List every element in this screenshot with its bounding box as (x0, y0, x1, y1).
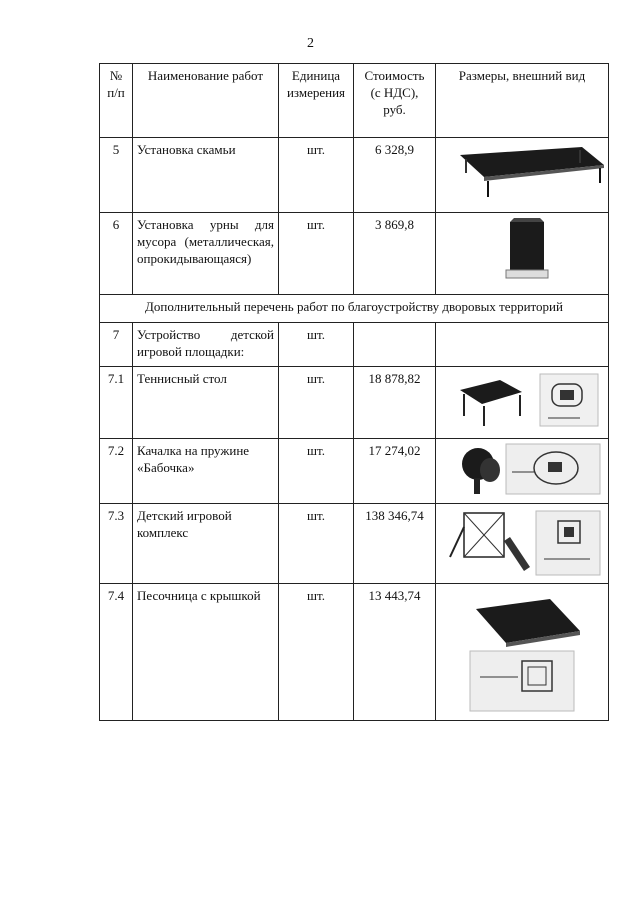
row-cost: 13 443,74 (354, 584, 436, 721)
table-row (100, 138, 609, 213)
row-name: Установка скамьи (133, 138, 279, 213)
table-header-row (100, 64, 609, 138)
table-row (100, 323, 609, 367)
row-cost: 6 328,9 (354, 138, 436, 213)
row-num: 6 (100, 213, 133, 295)
row-cost: 18 878,82 (354, 367, 436, 439)
spring-rocker-image (436, 439, 609, 504)
table-row (100, 439, 609, 504)
row-name: Песочница с крышкой (133, 584, 279, 721)
row-name: Установка урны для мусора (металлическая, опрокидывающаяся) (133, 213, 279, 295)
row-num: 5 (100, 138, 133, 213)
header-num: № п/п (100, 64, 133, 138)
section-row (100, 295, 609, 323)
header-unit: Единица измерения (279, 64, 354, 138)
row-name: Теннисный стол (133, 367, 279, 439)
header-name: Наименование работ (133, 64, 279, 138)
row-unit: шт. (279, 367, 354, 439)
row-unit: шт. (279, 138, 354, 213)
table-row (100, 504, 609, 584)
row-unit: шт. (279, 323, 354, 367)
bench-image (436, 138, 609, 213)
works-table (99, 63, 609, 721)
row-unit: шт. (279, 439, 354, 504)
header-view: Размеры, внешний вид (436, 64, 609, 138)
table-row (100, 367, 609, 439)
play-complex-image (436, 504, 609, 584)
table-row (100, 584, 609, 721)
header-cost: Стоимость (с НДС), руб. (354, 64, 436, 138)
row-unit: шт. (279, 504, 354, 584)
row-cost (354, 323, 436, 367)
section-title: Дополнительный перечень работ по благоустройству дворовых территорий (100, 295, 609, 323)
row-num: 7.1 (100, 367, 133, 439)
row-unit: шт. (279, 213, 354, 295)
row-num: 7.2 (100, 439, 133, 504)
empty-cell (436, 323, 609, 367)
row-num: 7.3 (100, 504, 133, 584)
row-cost: 17 274,02 (354, 439, 436, 504)
row-cost: 3 869,8 (354, 213, 436, 295)
row-cost: 138 346,74 (354, 504, 436, 584)
trash-bin-image (436, 213, 609, 295)
table-row (100, 213, 609, 295)
row-num: 7.4 (100, 584, 133, 721)
row-unit: шт. (279, 584, 354, 721)
row-name: Детский игровой комплекс (133, 504, 279, 584)
row-num: 7 (100, 323, 133, 367)
row-name: Устройство детской игровой площадки: (133, 323, 279, 367)
page-number: 2 (307, 36, 314, 51)
sandbox-image (436, 584, 609, 721)
tennis-table-image (436, 367, 609, 439)
row-name: Качалка на пружине «Бабочка» (133, 439, 279, 504)
